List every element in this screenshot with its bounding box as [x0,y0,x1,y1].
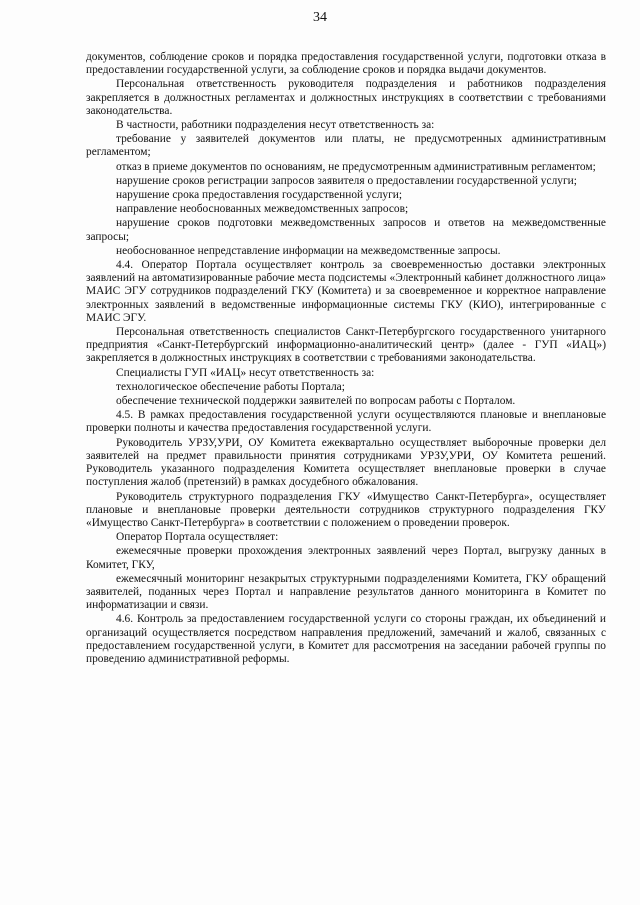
paragraph: нарушение сроков регистрации запросов заявителя о предоставлении государственной услуги; [116,174,577,187]
paragraph: Оператор Портала осуществляет: [116,531,279,544]
page-number: 34 [313,10,327,25]
paragraph: Руководитель структурного подразделения ГКУ «Имущество Санкт-Петербурга», осуществляет плановые и внеплановые проверки деятельности сотрудников структурного подразделения ГКУ «Имущество Санкт-Петербурга» в соответствии с положением о проведении проверок. [86,490,606,529]
paragraph: необоснованное непредставление информации на межведомственные запросы. [116,244,501,257]
paragraph: Специалисты ГУП «ИАЦ» несут ответственность за: [116,366,375,379]
paragraph: требование у заявителей документов или платы, не предусмотренных административным регламентом; [86,133,606,159]
paragraph: Персональная ответственность специалистов Санкт-Петербургского государственного унитарного предприятия «Санкт-Петербургский информационно-аналитический центр» (далее - ГУП «ИАЦ») закрепляется в должностных инструкциях в соответствии с требованиями законодательства. [86,326,606,365]
paragraph: отказ в приеме документов по основаниям, не предусмотренным административным регламентом; [116,160,596,173]
paragraph: Руководитель УРЗУ,УРИ, ОУ Комитета ежеквартально осуществляет выборочные проверки дел заявителей на предмет правильности принятия сотрудниками УРЗУ,УРИ, ОУ Комитета решений. Руководитель указанного подразделения Комитета осуществляет внеплановые проверки в случае поступления жалоб (претензий) в рамках досудебного обжалования. [86,436,606,489]
paragraph: ежемесячные проверки прохождения электронных заявлений через Портал, выгрузку данных в Комитет, ГКУ, [86,545,606,571]
paragraph: технологическое обеспечение работы Портала; [116,380,345,393]
paragraph: обеспечение технической поддержки заявителей по вопросам работы с Порталом. [116,395,516,408]
paragraph: 4.6. Контроль за предоставлением государственной услуги со стороны граждан, их объединений и организаций осуществляется посредством направления предложений, замечаний и жалоб, связанных с предоставлением государственной услуги, в Комитет для рассмотрения на заседании рабочей группы по проведению административной реформы. [86,613,606,665]
paragraph: В частности, работники подразделения несут ответственность за: [116,119,435,132]
paragraph: 4.4. Оператор Портала осуществляет контроль за своевременностью доставки электронных заявлений на автоматизированные рабочие места подсистемы «Электронный кабинет должностного лица» МАИС ЭГУ сотрудников подразделений ГКУ (Комитета) и за своевременное и корректное направление электронных заявлений в ведомственные информационные системы ГКУ (КИО), интегрированные с МАИС ЭГУ. [86,259,606,324]
paragraph: Персональная ответственность руководителя подразделения и работников подразделения закрепляется в должностных регламентах и должностных инструкциях в соответствии с требованиями законодательства. [86,78,606,117]
paragraph: нарушение срока предоставления государственной услуги; [116,189,403,202]
document-body [86,51,606,666]
paragraph: направление необоснованных межведомственных запросов; [116,203,409,216]
paragraph: ежемесячный мониторинг незакрытых структурными подразделениями Комитета, ГКУ обращений заявителей, поданных через Портал и направление результатов данного мониторинга в Комитет по информатизации и связи. [86,572,606,612]
paragraph: документов, соблюдение сроков и порядка предоставления государственной услуги, подготовки отказа в предоставлении государственной услуги, за соблюдение сроков и порядка выдачи документов. [86,51,606,77]
paragraph: 4.5. В рамках предоставления государственной услуги осуществляются плановые и внеплановые проверки полноты и качества предоставления государственной услуги. [86,409,606,435]
paragraph: нарушение сроков подготовки межведомственных запросов и ответов на межведомственные запросы; [86,217,606,243]
